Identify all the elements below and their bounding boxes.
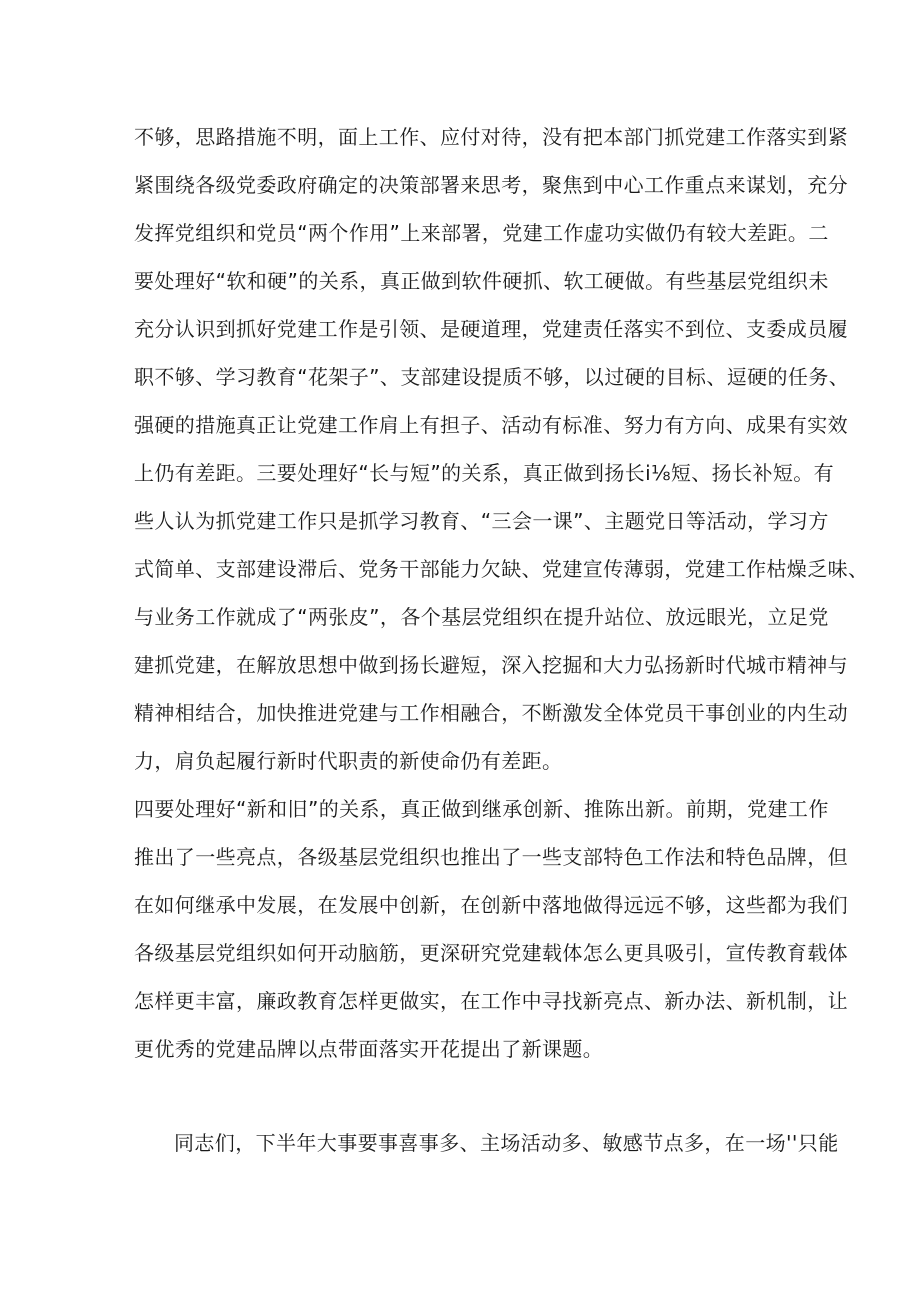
text-line: 充分认识到抓好党建工作是引领、是硬道理，党建责任落实不到位、支委成员履 <box>134 317 848 341</box>
text-line: 与业务工作就成了“两张皮”，各个基层党组织在提升站位、放远眼光，立足党 <box>134 605 829 629</box>
closing-paragraph-line: 同志们，下半年大事要事喜事多、主场活动多、敏感节点多，在一场''只能 <box>174 1131 839 1155</box>
text-line: 发挥党组织和党员“两个作用”上来部署，党建工作虚功实做仍有较大差距。二 <box>134 221 829 245</box>
text-line: 各级基层党组织如何开动脑筋，更深研究党建载体怎么更具吸引，宣传教育载体 <box>134 941 848 965</box>
text-line: 些人认为抓党建工作只是抓学习教育、“三会一课”、主题党日等活动，学习方 <box>134 509 829 533</box>
text-line: 力，肩负起履行新时代职责的新使命仍有差距。 <box>134 749 563 773</box>
text-line: 式简单、支部建设滞后、党务干部能力欠缺、党建宣传薄弱，党建工作枯燥乏味、 <box>134 557 869 581</box>
text-line: 紧围绕各级党委政府确定的决策部署来思考，聚焦到中心工作重点来谋划，充分 <box>134 173 848 197</box>
text-line: 强硬的措施真正让党建工作肩上有担子、活动有标准、努力有方向、成果有实效 <box>134 413 848 437</box>
text-line: 精神相结合，加快推进党建与工作相融合，不断激发全体党员干事创业的内生动 <box>134 701 848 725</box>
text-line: 怎样更丰富，廉政教育怎样更做实，在工作中寻找新亮点、新办法、新机制，让 <box>134 989 848 1013</box>
text-line: 上仍有差距。三要处理好“长与短”的关系，真正做到扬长i⅛短、扬长补短。有 <box>134 461 835 485</box>
text-line: 推出了一些亮点，各级基层党组织也推出了一些支部特色工作法和特色品牌，但 <box>134 845 848 869</box>
text-line: 要处理好“软和硬”的关系，真正做到软件硬抓、软工硬做。有些基层党组织未 <box>134 269 829 293</box>
text-line: 建抓党建，在解放思想中做到扬长避短，深入挖掘和大力弘扬新时代城市精神与 <box>134 653 848 677</box>
text-line: 职不够、学习教育“花架子”、支部建设提质不够，以过硬的目标、逗硬的任务、 <box>134 365 850 389</box>
text-line: 更优秀的党建品牌以点带面落实开花提出了新课题。 <box>134 1037 604 1061</box>
text-line: 在如何继承中发展，在发展中创新，在创新中落地做得远远不够，这些都为我们 <box>134 893 848 917</box>
text-line: 不够，思路措施不明，面上工作、应付对待，没有把本部门抓党建工作落实到紧 <box>134 125 848 149</box>
text-line: 四要处理好“新和旧”的关系，真正做到继承创新、推陈出新。前期，党建工作 <box>134 797 829 821</box>
